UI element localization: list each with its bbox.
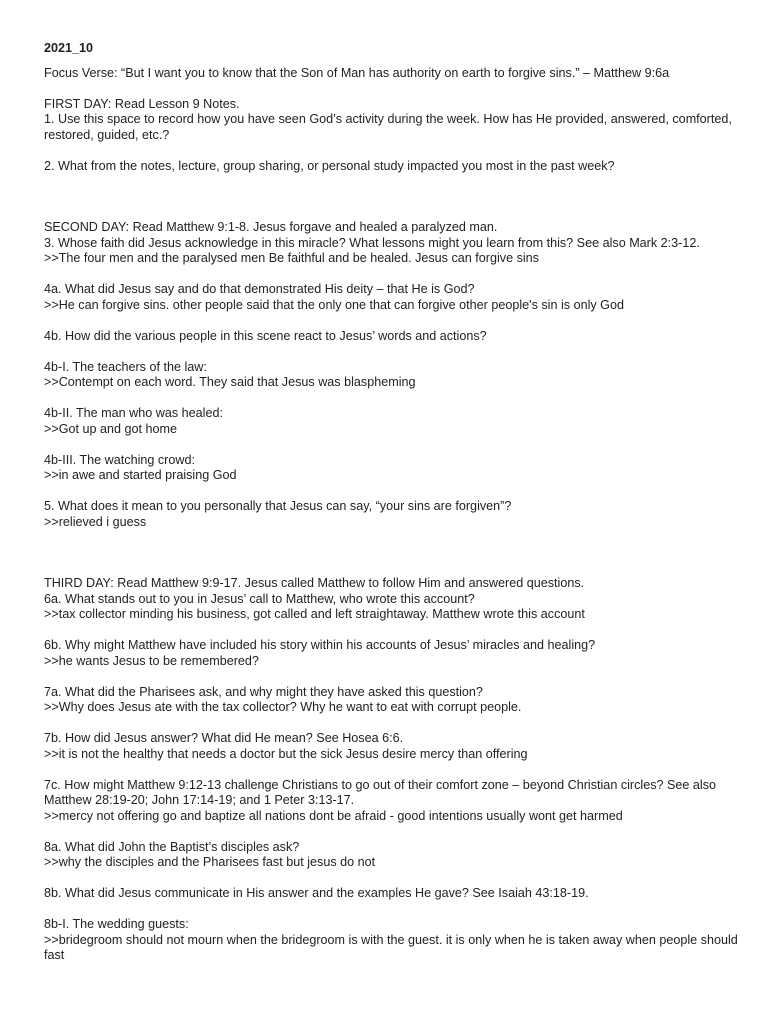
answer-4b-iii: >>in awe and started praising God: [44, 468, 237, 482]
question-4b-ii: 4b-II. The man who was healed:: [44, 406, 223, 420]
day2-header: SECOND DAY: Read Matthew 9:1-8. Jesus forgave and healed a paralyzed man.: [44, 220, 498, 234]
question-7c: 7c. How might Matthew 9:12-13 challenge Christians to go out of their comfort zone – beyond Christian circles? See also Matthew 28:19-20; John 17:14-19; and 1 Peter 3:13-17.: [44, 777, 717, 807]
question-4b: 4b. How did the various people in this scene react to Jesus’ words and actions?: [44, 328, 487, 343]
question-8a: 8a. What did John the Baptist’s disciples ask?: [44, 839, 300, 854]
focus-verse: Focus Verse: “But I want you to know that the Son of Man has authority on earth to forgive sins.” – Matthew 9:6a: [44, 65, 670, 80]
answer-7a: >>Why does Jesus ate with the tax collector? Why he want to eat with corrupt people.: [44, 700, 522, 714]
question-5: 5. What does it mean to you personally that Jesus can say, “your sins are forgiven”?: [44, 499, 512, 513]
question-4a: 4a. What did Jesus say and do that demonstrated His deity – that He is God?: [44, 282, 475, 296]
question-7b: 7b. How did Jesus answer? What did He mean? See Hosea 6:6.: [44, 731, 404, 745]
answer-4b-i: >>Contempt on each word. They said that Jesus was blaspheming: [44, 375, 416, 389]
answer-7b: >>it is not the healthy that needs a doctor but the sick Jesus desire mercy than offering: [44, 746, 528, 761]
day3-header: THIRD DAY: Read Matthew 9:9-17. Jesus called Matthew to follow Him and answered questions.: [44, 576, 585, 590]
question-3: 3. Whose faith did Jesus acknowledge in this miracle? What lessons might you learn from this? See also Mark 2:3-12.: [44, 235, 700, 250]
document-page: [44, 41, 744, 964]
question-6a: 6a. What stands out to you in Jesus’ call to Matthew, who wrote this account?: [44, 591, 475, 606]
question-2: 2. What from the notes, lecture, group sharing, or personal study impacted you most in the past week?: [44, 158, 615, 173]
answer-7c: >>mercy not offering go and baptize all nations dont be afraid - good intentions usually wont get harmed: [44, 808, 623, 823]
answer-6a: >>tax collector minding his business, got called and left straightaway. Matthew wrote this account: [44, 607, 585, 621]
question-4b-iii: 4b-III. The watching crowd:: [44, 452, 195, 467]
document-title: 2021_10: [44, 41, 94, 55]
day1-header: FIRST DAY: Read Lesson 9 Notes.: [44, 96, 240, 111]
question-6b: 6b. Why might Matthew have included his story within his accounts of Jesus’ miracles and healing?: [44, 638, 596, 652]
question-1: 1. Use this space to record how you have seen God’s activity during the week. How has He provided, answered, comforted, restored, guided, etc.?: [44, 112, 732, 142]
answer-8b-i: >>bridegroom should not mourn when the bridegroom is with the guest. it is only when he is taken away when people should fast: [44, 932, 738, 962]
answer-6b: >>he wants Jesus to be remembered?: [44, 653, 259, 668]
question-7a: 7a. What did the Pharisees ask, and why might they have asked this question?: [44, 684, 483, 699]
question-4b-i: 4b-I. The teachers of the law:: [44, 359, 207, 374]
question-8b: 8b. What did Jesus communicate in His answer and the examples He gave? See Isaiah 43:18-19.: [44, 886, 589, 900]
answer-3: >>The four men and the paralysed men Be faithful and be healed. Jesus can forgive sins: [44, 251, 539, 265]
answer-4b-ii: >>Got up and got home: [44, 421, 178, 436]
question-8b-i: 8b-I. The wedding guests:: [44, 917, 189, 931]
answer-8a: >>why the disciples and the Pharisees fast but jesus do not: [44, 855, 376, 869]
answer-4a: >>He can forgive sins. other people said that the only one that can forgive other people's sin is only God: [44, 297, 624, 312]
answer-5: >>relieved i guess: [44, 514, 147, 529]
